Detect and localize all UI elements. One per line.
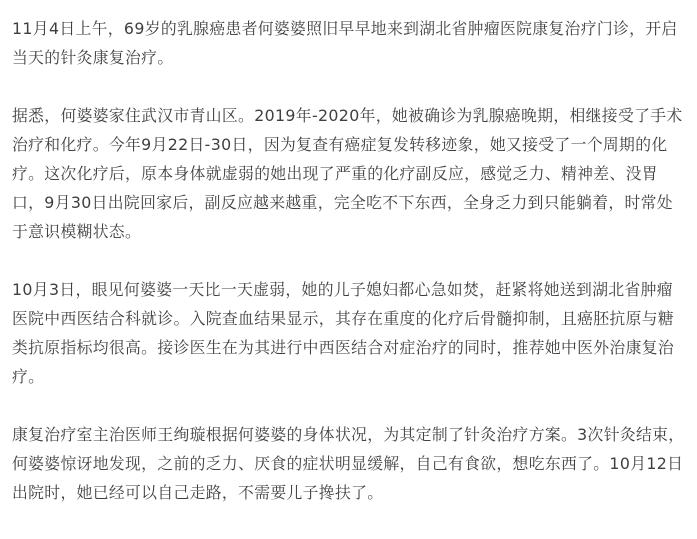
paragraph-acupuncture-result: 康复治疗室主治医师王绚璇根据何婆婆的身体状况，为其定制了针灸治疗方案。3次针灸结束， 何婆婆惊讶地发现，之前的乏力、厌食的症状明显缓解，自己有食欲，想吃东西了。10月12日 出院时，她已经可以自己走路，不需要儿子搀扶了。 (12, 425, 685, 502)
article-body (12, 14, 689, 536)
paragraph-hospital-visit: 10月3日，眼见何婆婆一天比一天虚弱，她的儿子媳妇都心急如焚，赶紧将她送到湖北省肿瘤 医院中西医结合科就诊。入院查血结果显示，其存在重度的化疗后骨髓抑制，且癌胚抗原与糖 类抗原指标均很高。接诊医生在为其进行中西医结合对症治疗的同时，推荐她中医外治康复治 疗。 (12, 280, 675, 386)
paragraph-intro: 11月4日上午，69岁的乳腺癌患者何婆婆照旧早早地来到湖北省肿瘤医院康复治疗门诊，开启 当天的针灸康复治疗。 (12, 19, 678, 67)
paragraph-background: 据悉，何婆婆家住武汉市青山区。2019年-2020年，她被确诊为乳腺癌晚期，相继接受了手术 治疗和化疗。今年9月22日-30日，因为复查有癌症复发转移迹象，她又接受了一个周期的化 疗。这次化疗后，原本身体就虚弱的她出现了严重的化疗副反应，感觉乏力、精神差、没胃 口，9月30日出院回家后，副反应越来越重，完全吃不下东西，全身乏力到只能躺着，时常处 于意识模糊状态。 (12, 106, 683, 241)
